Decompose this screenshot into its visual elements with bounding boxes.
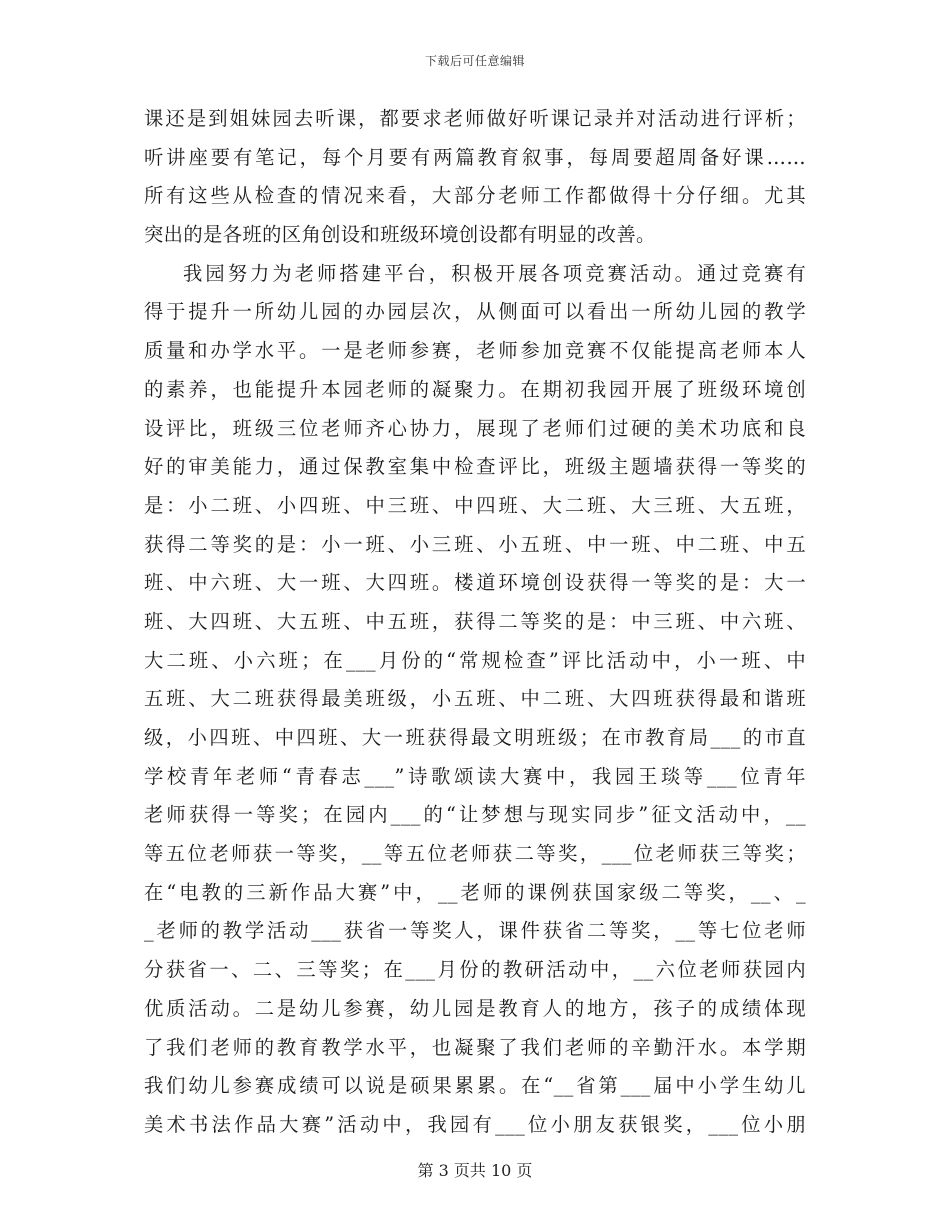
body-line: 听讲座要有笔记，每个月要有两篇教育叙事，每周要超周备好课…… <box>144 145 806 169</box>
document-body <box>144 100 806 1145</box>
body-line: 在“电教的三新作品大赛”中，__老师的课例获国家级二等奖，__、_ <box>144 880 806 904</box>
body-line: 等五位老师获一等奖，__等五位老师获二等奖，___位老师获三等奖； <box>144 842 806 866</box>
body-line: 好的审美能力，通过保教室集中检查评比，班级主题墙获得一等奖的 <box>144 455 806 479</box>
body-line: 获得二等奖的是：小一班、小三班、小五班、中一班、中二班、中五 <box>144 532 806 556</box>
body-line: 学校青年老师“青春志___”诗歌颂读大赛中，我园王琰等___位青年 <box>144 764 806 788</box>
body-line: 老师获得一等奖；在园内___的“让梦想与现实同步”征文活动中，__ <box>144 803 806 827</box>
body-line: 的素养，也能提升本园老师的凝聚力。在期初我园开展了班级环境创 <box>144 377 806 401</box>
body-line: 我们幼儿参赛成绩可以说是硕果累累。在“__省第___届中小学生幼儿 <box>144 1074 806 1098</box>
paragraph-start-line: 我园努力为老师搭建平台，积极开展各项竞赛活动。通过竞赛有 <box>183 261 806 285</box>
body-line: 突出的是各班的区角创设和班级环境创设都有明显的改善。 <box>144 223 656 247</box>
body-line: 所有这些从检查的情况来看，大部分老师工作都做得十分仔细。尤其 <box>144 184 806 208</box>
body-line: 美术书法作品大赛”活动中，我园有___位小朋友获银奖，___位小朋 <box>144 1112 806 1136</box>
body-line: 是：小二班、小四班、中三班、中四班、大二班、大三班、大五班， <box>144 493 806 517</box>
body-line: 优质活动。二是幼儿参赛，幼儿园是教育人的地方，孩子的成绩体现 <box>144 996 806 1020</box>
body-line: 课还是到姐妹园去听课，都要求老师做好听课记录并对活动进行评析； <box>144 107 806 130</box>
body-line: 大二班、小六班；在___月份的“常规检查”评比活动中，小一班、中 <box>144 648 806 672</box>
body-line: 得于提升一所幼儿园的办园层次，从侧面可以看出一所幼儿园的教学 <box>144 300 806 324</box>
body-line: 了我们老师的教育教学水平，也凝聚了我们老师的辛勤汗水。本学期 <box>144 1035 806 1059</box>
page-header-note: 下载后可任意编辑 <box>424 54 525 68</box>
body-line: 五班、大二班获得最美班级，小五班、中二班、大四班获得最和谐班 <box>144 687 806 711</box>
body-line: 分获省一、二、三等奖；在___月份的教研活动中，__六位老师获园内 <box>144 958 806 982</box>
body-line: 班、中六班、大一班、大四班。楼道环境创设获得一等奖的是：大一 <box>144 571 806 595</box>
body-line: 设评比，班级三位老师齐心协力，展现了老师们过硬的美术功底和良 <box>144 416 806 440</box>
body-line: _老师的教学活动___获省一等奖人，课件获省二等奖，__等七位老师 <box>144 919 806 943</box>
body-line: 级，小四班、中四班、大一班获得最文明班级；在市教育局___的市直 <box>144 726 806 749</box>
body-line: 质量和办学水平。一是老师参赛，老师参加竞赛不仅能提高老师本人 <box>144 339 806 363</box>
body-line: 班、大四班、大五班、中五班，获得二等奖的是：中三班、中六班、 <box>144 609 806 633</box>
page-number-footer: 第 3 页共 10 页 <box>417 1161 533 1180</box>
